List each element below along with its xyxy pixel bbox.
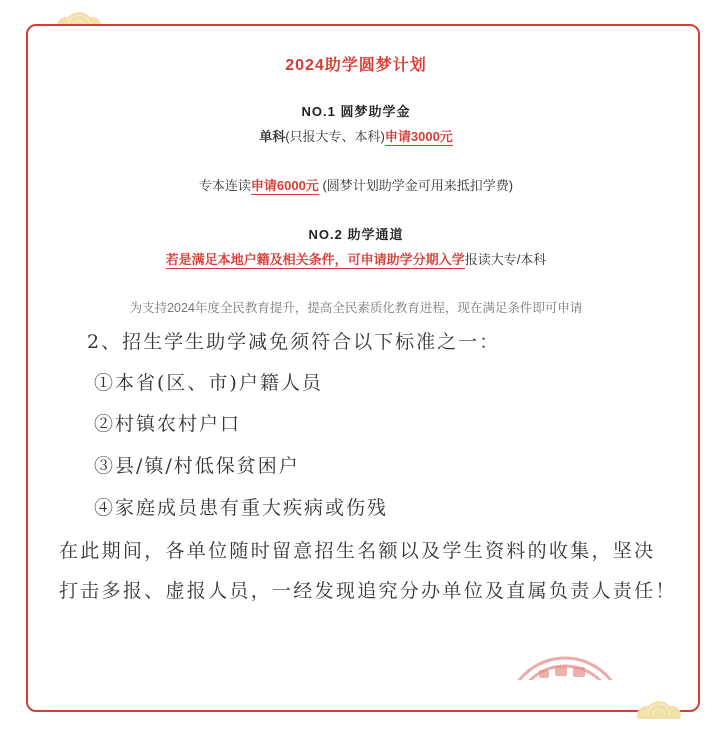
no2-heading [0, 224, 712, 243]
continuous-label: 专本连读 [198, 178, 251, 193]
single-label: 单科 [259, 129, 286, 144]
no2-title: NO.2 助学通道 [308, 227, 404, 242]
no1-heading [0, 101, 712, 120]
criteria-heading: 2、招生学生助学减免须符合以下标准之一： [87, 331, 501, 353]
warning-line: 在此期间，各单位随时留意招生名额以及学生资料的收集，坚决 [59, 540, 656, 562]
no2-suffix: 报读大专/本科 [464, 252, 547, 267]
single-paren: (只报大专、本科) [285, 129, 385, 144]
criteria-item: ②村镇农村户口 [94, 413, 242, 435]
no2-condition-line [0, 249, 712, 268]
single-apply-amount: 申请3000元 [384, 129, 453, 144]
seal-stamp-icon [505, 646, 625, 680]
continuous-apply-amount: 申请6000元 [250, 178, 319, 193]
support-note: 为支持2024年度全民教育提升，提高全民素质化教育进程，现在满足条件即可申请 [129, 301, 583, 315]
no1-single-line [0, 126, 712, 145]
continuous-note: (圆梦计划助学金可用来抵扣学费) [322, 178, 514, 193]
warning-line: 打击多报、虚报人员，一经发现追究分办单位及直属负责人责任！ [59, 580, 677, 602]
no2-condition: 若是满足本地户籍及相关条件，可申请助学分期入学 [165, 252, 465, 267]
no1-continuous-line [0, 175, 712, 194]
criteria-item: ①本省(区、市)户籍人员 [94, 372, 323, 394]
page-title: 2024助学圆梦计划 [285, 57, 427, 74]
no1-title: NO.1 圆梦助学金 [301, 104, 411, 119]
criteria-item: ④家庭成员患有重大疾病或伤残 [94, 497, 389, 519]
criteria-item: ③县/镇/村低保贫困户 [94, 455, 300, 477]
cloud-ornament-icon [634, 693, 684, 719]
